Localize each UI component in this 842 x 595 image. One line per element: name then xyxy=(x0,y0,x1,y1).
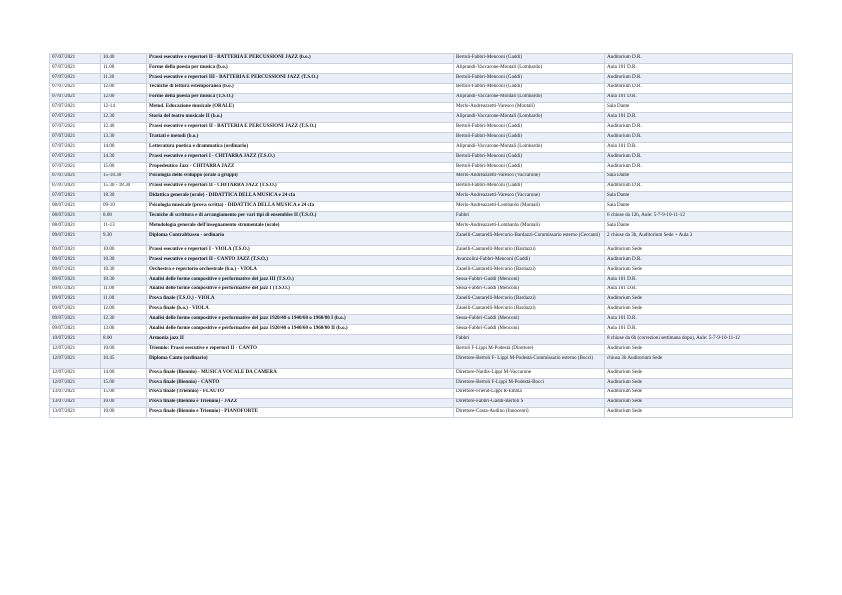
course-cell: Orchestra e repertorio orchestrale (b.o.) - VIOLA xyxy=(147,265,454,275)
room-cell: Sala Dante xyxy=(605,103,793,113)
date-cell: 09/07/2021 xyxy=(50,232,101,246)
course-cell: Prassi esecutive e repertori II - CHITARRA JAZZ (T.S.O.) xyxy=(147,182,454,192)
date-cell: 09/07/2021 xyxy=(50,285,101,295)
commission-cell: Zanelli-Cantarelli-Mercurio (Bardazzi) xyxy=(454,305,605,315)
table-row xyxy=(50,325,793,335)
commission-cell: Zanelli-Cantarelli-Mercurio (Bardazzi) xyxy=(454,295,605,305)
room-cell: Sala Dante xyxy=(605,202,793,212)
table-row xyxy=(50,133,793,143)
time-cell: 10.45 xyxy=(101,354,147,368)
time-cell: 09-10 xyxy=(101,202,147,212)
commission-cell: Merlo-Andreazzetti-Lombardo (Montali) xyxy=(454,222,605,232)
time-cell: 14.30 xyxy=(101,152,147,162)
course-cell: Prova finale (Biennio) - CANTO xyxy=(147,378,454,388)
commission-cell: Fabbri xyxy=(454,212,605,222)
course-cell: Metodologia generale dell'insegnamento strumentale (orale) xyxy=(147,222,454,232)
course-cell: Prassi esecutive e repertori I - VIOLA (T.S.O.) xyxy=(147,246,454,256)
course-cell: Prassi esecutive e repertori I - CHITARRA JAZZ (T.S.O.) xyxy=(147,152,454,162)
commission-cell: Sessa-Fabbri-Gaddi (Menconi) xyxy=(454,285,605,295)
room-cell: Sala Dante xyxy=(605,192,793,202)
commission-cell: Zanelli-Cantarelli-Mercurio-Bardazzi-Commissario esterno (Ceccanti) xyxy=(454,232,605,246)
course-cell: Metod. Educazione musicale (ORALE) xyxy=(147,103,454,113)
course-cell: Prassi esecutive e repertori II - BATTERIA E PERCUSSIONI JAZZ (b.o.) xyxy=(147,54,454,64)
table-row xyxy=(50,202,793,212)
table-row xyxy=(50,123,793,133)
course-cell: Prassi esecutive e repertori II - BATTERIA E PERCUSSIONI JAZZ (T.S.O.) xyxy=(147,123,454,133)
room-cell: Auditorium Sede xyxy=(605,344,793,354)
commission-cell: Sessa-Fabbri-Gaddi (Menconi) xyxy=(454,325,605,335)
room-cell: Auditorium Sede xyxy=(605,378,793,388)
room-cell: Auditorium D.R. xyxy=(605,133,793,143)
room-cell: Auditorium D.R. xyxy=(605,152,793,162)
time-cell: 15.00 xyxy=(101,378,147,388)
date-cell: 08/07/2021 xyxy=(50,212,101,222)
table-row xyxy=(50,222,793,232)
commission-cell: Direttore-Fabbri-Gaddi-Bertoli S xyxy=(454,398,605,408)
time-cell: 13.00 xyxy=(101,325,147,335)
date-cell: 07/07/2021 xyxy=(50,123,101,133)
date-cell: 09/07/2021 xyxy=(50,325,101,335)
room-cell: Auditorium D.R. xyxy=(605,123,793,133)
date-cell: 07/07/2021 xyxy=(50,113,101,123)
course-cell: Prova finale (Biennio) - MUSICA VOCALE DA CAMERA xyxy=(147,368,454,378)
time-cell: 10.00 xyxy=(101,344,147,354)
room-cell: Auditorium Sede xyxy=(605,388,793,398)
table-row xyxy=(50,368,793,378)
time-cell: 10.30 xyxy=(101,255,147,265)
table-row xyxy=(50,93,793,103)
commission-cell: Direttore-Bertoli F- Lippi M-Podestà-Commissario esterno (Bocci) xyxy=(454,354,605,368)
commission-cell: Direttore-Costa-Audino (Innocenti) xyxy=(454,408,605,418)
room-cell: 8 chiuse da 6h (correzioni settimana dopo), Aule: 5-7-9-10-11-12 xyxy=(605,335,793,345)
table-row xyxy=(50,73,793,83)
table-row xyxy=(50,162,793,172)
date-cell: 07/07/2021 xyxy=(50,162,101,172)
room-cell: Aula 101 D.R. xyxy=(605,113,793,123)
table-row xyxy=(50,388,793,398)
room-cell: Aula 101 D.R. xyxy=(605,275,793,285)
time-cell: 15.00 xyxy=(101,388,147,398)
date-cell: 08/07/2021 xyxy=(50,202,101,212)
room-cell: Aula 101 D.R. xyxy=(605,315,793,325)
table-row xyxy=(50,305,793,315)
date-cell: 07/07/2021 xyxy=(50,93,101,103)
time-cell: 11-13 xyxy=(101,222,147,232)
course-cell: Prova finale (Biennio e Triennio) - PIANOFORTE xyxy=(147,408,454,418)
time-cell: 12-14 xyxy=(101,103,147,113)
date-cell: 07/07/2021 xyxy=(50,192,101,202)
course-cell: Propedeutico Jazz - CHITARRA JAZZ xyxy=(147,162,454,172)
date-cell: 13/07/2021 xyxy=(50,388,101,398)
table-row xyxy=(50,113,793,123)
room-cell: Auditorium D.R. xyxy=(605,73,793,83)
course-cell: Prova finale (Biennio e Triennio) - JAZZ xyxy=(147,398,454,408)
course-cell: Prova finale (b.o.) - VIOLA xyxy=(147,305,454,315)
table-row xyxy=(50,212,793,222)
date-cell: 07/07/2021 xyxy=(50,103,101,113)
time-cell: 9.30 xyxy=(101,232,147,246)
time-cell: 12.00 xyxy=(101,93,147,103)
time-cell: 11.00 xyxy=(101,295,147,305)
time-cell: 10.30 xyxy=(101,265,147,275)
course-cell: Forme della poesia per musica (T.S.O.) xyxy=(147,93,454,103)
table-row xyxy=(50,246,793,256)
table-row xyxy=(50,335,793,345)
room-cell: Aula 101 D.R. xyxy=(605,143,793,153)
time-cell: 11.30 xyxy=(101,73,147,83)
course-cell: Trattati e metodi (b.o.) xyxy=(147,133,454,143)
date-cell: 12/07/2021 xyxy=(50,354,101,368)
time-cell: 10.00 xyxy=(101,246,147,256)
time-cell: 15.00 xyxy=(101,162,147,172)
table-row xyxy=(50,152,793,162)
commission-cell: Merlo-Andreazzetti-Varesco (Vaccarone) xyxy=(454,192,605,202)
course-cell: Forme della poesia per musica (b.o.) xyxy=(147,63,454,73)
table-row xyxy=(50,232,793,246)
date-cell: 12/07/2021 xyxy=(50,368,101,378)
date-cell: 09/07/2021 xyxy=(50,246,101,256)
room-cell: Aula 101 D.R. xyxy=(605,285,793,295)
table-row xyxy=(50,398,793,408)
course-cell: Diploma Contrabbasso - ordinario xyxy=(147,232,454,246)
time-cell: 14.00 xyxy=(101,143,147,153)
date-cell: 07/07/2021 xyxy=(50,152,101,162)
room-cell: Sala Dante xyxy=(605,172,793,182)
date-cell: 10/07/2021 xyxy=(50,335,101,345)
commission-cell: Bertoli-Fabbri-Menconi (Gaddi) xyxy=(454,83,605,93)
course-cell: Prassi esecutive e repertori II - CANTO JAZZ (T.S.O.) xyxy=(147,255,454,265)
room-cell: Aula 101 D.R. xyxy=(605,93,793,103)
room-cell: Auditorium D.R. xyxy=(605,182,793,192)
table-row xyxy=(50,83,793,93)
room-cell: Sala Dante xyxy=(605,222,793,232)
room-cell: Aula 101 D.R. xyxy=(605,325,793,335)
commission-cell: Sessa-Fabbri-Gaddi (Menconi) xyxy=(454,315,605,325)
commission-cell: Direttore-Nardis-Lippi M-Vaccarone xyxy=(454,368,605,378)
time-cell: 10.00 xyxy=(101,398,147,408)
commission-cell: Aliprandi-Vaccarone-Montali (Lombardo) xyxy=(454,143,605,153)
table-row xyxy=(50,315,793,325)
time-cell: 12.40 xyxy=(101,123,147,133)
commission-cell: Sessa-Fabbri-Gaddi (Menconi) xyxy=(454,275,605,285)
course-cell: Triennio: Prassi esecutive e repertori II - CANTO xyxy=(147,344,454,354)
table-row xyxy=(50,285,793,295)
room-cell: Auditorium Sede xyxy=(605,246,793,256)
room-cell: chiusa 3h Auditorium Sede xyxy=(605,354,793,368)
time-cell: 10.30 xyxy=(101,275,147,285)
room-cell: Auditorium Sede xyxy=(605,305,793,315)
date-cell: 13/07/2021 xyxy=(50,398,101,408)
table-row xyxy=(50,295,793,305)
commission-cell: Bertoli-Fabbri-Menconi (Gaddi) xyxy=(454,182,605,192)
time-cell: 12.30 xyxy=(101,113,147,123)
room-cell: 6 chiuse da 12h, Aule: 5-7-9-10-11-12 xyxy=(605,212,793,222)
table-row xyxy=(50,255,793,265)
commission-cell: Bertoli-Fabbri-Menconi (Gaddi) xyxy=(454,73,605,83)
course-cell: Tecniche di scrittura e di arrangiamento per vari tipi di ensembles II (T.S.O.) xyxy=(147,212,454,222)
room-cell: Auditorium Sede xyxy=(605,398,793,408)
table-row xyxy=(50,344,793,354)
time-cell: 12.30 xyxy=(101,315,147,325)
table-row xyxy=(50,408,793,418)
course-cell: Psicologia dello sviluppo (orale a gruppi) xyxy=(147,172,454,182)
table-row xyxy=(50,378,793,388)
room-cell: Auditorium D.R. xyxy=(605,255,793,265)
time-cell: 8.00 xyxy=(101,335,147,345)
commission-cell: Bertoli-Fabbri-Menconi (Gaddi) xyxy=(454,162,605,172)
date-cell: 07/07/2021 xyxy=(50,182,101,192)
course-cell: Analisi delle forme compositive e performative del jazz 1920/40 o 1940/60 o 1960/80 I (b.o.) xyxy=(147,315,454,325)
room-cell: Auditorium D.R. xyxy=(605,54,793,64)
course-cell: Analisi delle forme compositive e performative del jazz 1920/40 o 1940/60 o 1960/80 II (b.o.) xyxy=(147,325,454,335)
course-cell: Letteratura poetica e drammatica (ordinario) xyxy=(147,143,454,153)
date-cell: 07/07/2021 xyxy=(50,54,101,64)
date-cell: 07/07/2021 xyxy=(50,133,101,143)
table-row xyxy=(50,54,793,64)
commission-cell: Bertoli-Fabbri-Menconi (Gaddi) xyxy=(454,133,605,143)
table-row xyxy=(50,265,793,275)
commission-cell: Bertoli-Fabbri-Menconi (Gaddi) xyxy=(454,152,605,162)
table-row xyxy=(50,143,793,153)
date-cell: 12/07/2021 xyxy=(50,378,101,388)
exam-schedule-table xyxy=(49,53,793,418)
commission-cell: Aliprandi-Vaccarone-Montali (Lombardo) xyxy=(454,113,605,123)
time-cell: 8.00 xyxy=(101,212,147,222)
date-cell: 09/07/2021 xyxy=(50,255,101,265)
room-cell: Auditorium D.R. xyxy=(605,162,793,172)
commission-cell: Zanelli-Cantarelli-Mercurio (Bardazzi) xyxy=(454,246,605,256)
course-cell: Prova finale (T.S.O.) - VIOLA xyxy=(147,295,454,305)
table-row xyxy=(50,103,793,113)
commission-cell: Bertoli F-Lippi M-Podestà (Direttore) xyxy=(454,344,605,354)
course-cell: Analisi delle forme compositive e performative del jazz I (T.S.O.) xyxy=(147,285,454,295)
date-cell: 09/07/2021 xyxy=(50,275,101,285)
room-cell: Auditorium D.R. xyxy=(605,83,793,93)
commission-cell: Direttore-Friend-Lippi R-Emma xyxy=(454,388,605,398)
date-cell: 07/07/2021 xyxy=(50,143,101,153)
commission-cell: Bertoli-Fabbri-Menconi (Gaddi) xyxy=(454,54,605,64)
date-cell: 07/07/2021 xyxy=(50,83,101,93)
course-cell: Prassi esecutive e repertori III - BATTERIA E PERCUSSIONI JAZZ (T.S.O.) xyxy=(147,73,454,83)
course-cell: Prova finale (Triennio) - FLAUTO xyxy=(147,388,454,398)
course-cell: Psicologia musicale (prova scritta) - DIDATTICA DELLA MUSICA e 24 cfa xyxy=(147,202,454,212)
time-cell: 11.00 xyxy=(101,63,147,73)
time-cell: 12.00 xyxy=(101,305,147,315)
table-row xyxy=(50,182,793,192)
time-cell: 18.30 xyxy=(101,192,147,202)
time-cell: 15-18.30 xyxy=(101,172,147,182)
commission-cell: Merlo-Andreazzetti-Varesco (Vaccarone) xyxy=(454,172,605,182)
commission-cell: Direttore-Bertoli F-Lippi M-Podestà-Bocci xyxy=(454,378,605,388)
date-cell: 07/07/2021 xyxy=(50,73,101,83)
time-cell: 14.00 xyxy=(101,368,147,378)
table-row xyxy=(50,192,793,202)
commission-cell: Merlo-Andreazzetti-Varesco (Montali) xyxy=(454,103,605,113)
time-cell: 15.30 - 18.30 xyxy=(101,182,147,192)
time-cell: 13.30 xyxy=(101,133,147,143)
date-cell: 09/07/2021 xyxy=(50,265,101,275)
room-cell: Auditorium Sede xyxy=(605,265,793,275)
date-cell: 07/07/2021 xyxy=(50,63,101,73)
time-cell: 10.00 xyxy=(101,408,147,418)
date-cell: 08/07/2021 xyxy=(50,222,101,232)
time-cell: 12.00 xyxy=(101,83,147,93)
course-cell: Didattica generale (orale) - DIDATTICA DELLA MUSICA e 24 cfa xyxy=(147,192,454,202)
date-cell: 13/07/2021 xyxy=(50,408,101,418)
commission-cell: Fabbri xyxy=(454,335,605,345)
room-cell: 2 chiuse da 3h, Auditorium Sede + Aula 3 xyxy=(605,232,793,246)
commission-cell: Zanelli-Cantarelli-Mercurio (Bardazzi) xyxy=(454,265,605,275)
date-cell: 09/07/2021 xyxy=(50,295,101,305)
commission-cell: Aliprandi-Vaccarone-Montali (Lombardo) xyxy=(454,93,605,103)
date-cell: 07/07/2021 xyxy=(50,172,101,182)
time-cell: 10.40 xyxy=(101,54,147,64)
date-cell: 09/07/2021 xyxy=(50,305,101,315)
course-cell: Analisi delle forme compositive e performative del jazz III (T.S.O.) xyxy=(147,275,454,285)
table-row xyxy=(50,275,793,285)
commission-cell: Merlo-Andreazzetti-Lombardo (Montali) xyxy=(454,202,605,212)
course-cell: Diploma Canto (ordinario) xyxy=(147,354,454,368)
date-cell: 12/07/2021 xyxy=(50,344,101,354)
table-row xyxy=(50,63,793,73)
room-cell: Auditorium Sede xyxy=(605,368,793,378)
commission-cell: Bertoli-Fabbri-Menconi (Gaddi) xyxy=(454,123,605,133)
commission-cell: Aliprandi-Vaccarone-Montali (Lombardo) xyxy=(454,63,605,73)
date-cell: 09/07/2021 xyxy=(50,315,101,325)
course-cell: Tecniche di lettura estemporanea (b.o.) xyxy=(147,83,454,93)
room-cell: Auditorium Sede xyxy=(605,408,793,418)
time-cell: 11.00 xyxy=(101,285,147,295)
table-row xyxy=(50,172,793,182)
commission-cell: Avanzolini-Fabbri-Menconi (Gaddi) xyxy=(454,255,605,265)
table-row xyxy=(50,354,793,368)
room-cell: Auditorium Sede xyxy=(605,295,793,305)
course-cell: Storia del teatro musicale II (b.o.) xyxy=(147,113,454,123)
course-cell: Armonia jazz II xyxy=(147,335,454,345)
schedule-rows xyxy=(50,54,793,418)
room-cell: Aula 101 D.R. xyxy=(605,63,793,73)
